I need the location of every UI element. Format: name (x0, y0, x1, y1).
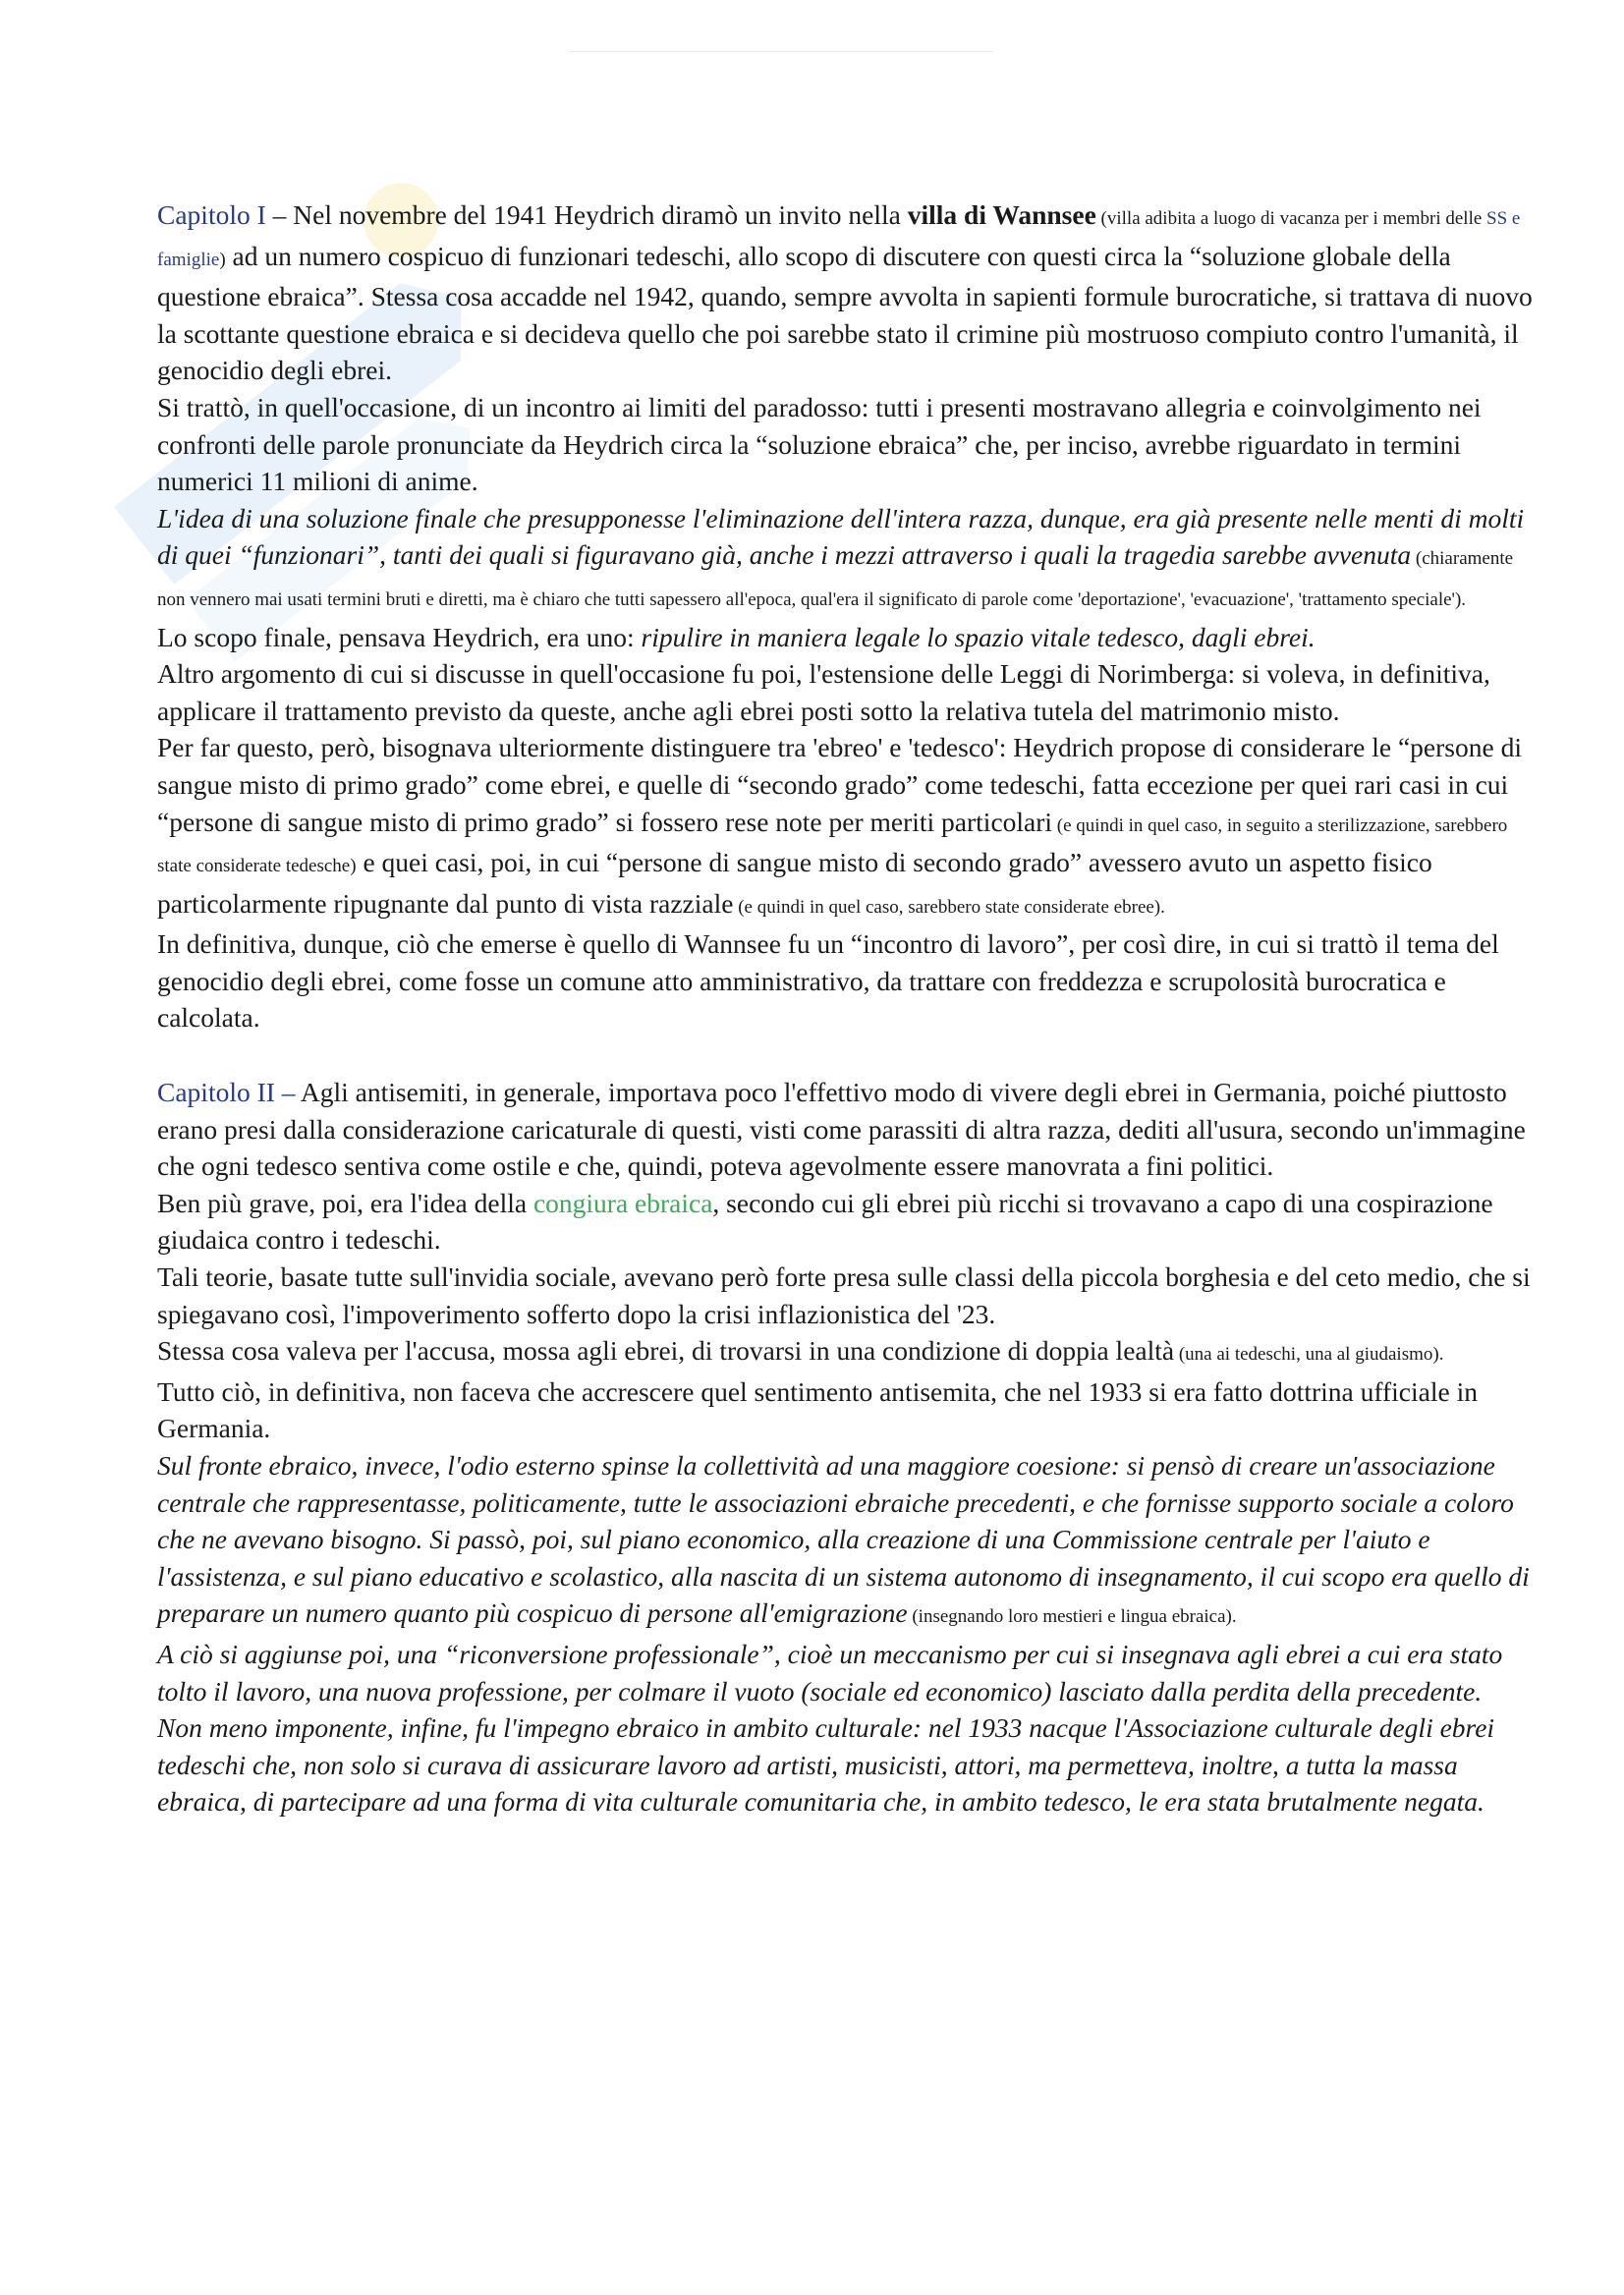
chapter2-paragraph-2: Ben più grave, poi, era l'idea della congiura ebraica, secondo cui gli ebrei più ricchi si trovavano a capo di una cospirazione giudaica contro i tedeschi. (157, 1187, 1493, 1256)
chapter2-label: Capitolo II – (157, 1077, 296, 1108)
chapter2-paragraph-7: A ciò si aggiunse poi, una “riconversione professionale”, cioè un meccanismo per cui si insegnava agli ebrei a cui era stato tolto il lavoro, una nuova professione, per colmare il vuoto (sociale ed economico) lasciato dalla perdita della precedente. (157, 1638, 1503, 1707)
chapter2-paragraph-5: Tutto ciò, in definitiva, non faceva che accrescere quel sentimento antisemita, che nel 1933 si era fatto dottrina ufficiale in Germania. (157, 1375, 1478, 1444)
chapter2-paragraph-6: Sul fronte ebraico, invece, l'odio esterno spinse la collettività ad una maggiore coesione: si pensò di creare un'associazione centrale che rappresentasse, politicamente, tutte le associazioni ebraiche precedenti, e che fornisse supporto sociale a coloro che ne avevano bisogno. Si passò, poi, sul piano economico, alla creazione di una Commissione centrale per l'aiuto e l'assistenza, e sul piano educativo e scolastico, alla nascita di un sistema autonomo di insegnamento, il cui scopo era quello di preparare un numero quanto più cospicuo di persone all'emigrazione (insegnando loro mestieri e lingua ebraica). (157, 1450, 1530, 1629)
chapter1-paragraph-5: Altro argomento di cui si discusse in quell'occasione fu poi, l'estensione delle Leggi di Norimberga: si voleva, in definitiva, applicare il trattamento previsto da queste, anche agli ebrei posti sotto la relativa tutela del matrimonio misto. (157, 658, 1490, 726)
chapter1-paragraph-4: Lo scopo finale, pensava Heydrich, era uno: ripulire in maniera legale lo spazio vitale tedesco, dagli ebrei. (157, 621, 1316, 652)
section-gap (157, 1036, 1533, 1074)
chapter1-paragraph-7: In definitiva, dunque, ciò che emerse è quello di Wannsee fu un “incontro di lavoro”, per così dire, in cui si trattò il tema del genocidio degli ebrei, come fosse un comune atto amministrativo, da trattare con freddezza e scrupolosità burocratica e calcolata. (157, 928, 1499, 1034)
document-body (157, 196, 1533, 1820)
header-rule (570, 51, 992, 52)
chapter2-paragraph-8: Non meno imponente, infine, fu l'impegno ebraico in ambito culturale: nel 1933 nacque l'Associazione culturale degli ebrei tedeschi che, non solo si curava di assicurare lavoro ad artisti, musicisti, attori, ma permetteva, inoltre, a tutta la massa ebraica, di partecipare ad una forma di vita culturale comunitaria che, in ambito tedesco, le era stata brutalmente negata. (157, 1712, 1495, 1818)
chapter2-paragraph-4: Stessa cosa valeva per l'accusa, mossa agli ebrei, di trovarsi in una condizione di doppia lealtà (una ai tedeschi, una al giudaismo). (157, 1335, 1444, 1367)
villa-wannsee: villa di Wannsee (907, 199, 1096, 230)
chapter2-paragraph-3: Tali teorie, basate tutte sull'invidia sociale, avevano però forte presa sulle classi della piccola borghesia e del ceto medio, che si spiegavano così, l'impoverimento sofferto dopo la crisi inflazionistica del '23. (157, 1261, 1531, 1329)
chapter1-label: Capitolo I (157, 199, 266, 230)
congiura-ebraica-highlight: congiura ebraica (532, 1187, 713, 1218)
chapter2-paragraph-1: Capitolo II – Agli antisemiti, in generale, importava poco l'effettivo modo di vivere degli ebrei in Germania, poiché piuttosto erano presi dalla considerazione caricaturale di questi, visti come parassiti di altra razza, dediti all'usura, secondo un'immagine che ogni tedesco sentiva come ostile e che, quindi, poteva agevolmente essere manovrata a fini politici. (157, 1077, 1526, 1182)
chapter1-paragraph-2: Si trattò, in quell'occasione, di un incontro ai limiti del paradosso: tutti i presenti mostravano allegria e coinvolgimento nei confronti delle parole pronunciate da Heydrich circa la “soluzione ebraica” che, per inciso, avrebbe riguardato in termini numerici 11 milioni di anime. (157, 391, 1482, 497)
chapter1-paragraph-6: Per far questo, però, bisognava ulteriormente distinguere tra 'ebreo' e 'tedesco': Heydrich propose di considerare le “persone di sangue misto di primo grado” come ebrei, e quelle di “secondo grado” come tedeschi, fatta eccezione per quei rari casi in cui “persone di sangue misto di primo grado” si fossero rese note per meriti particolari (e quindi in quel caso, in seguito a sterilizzazione, sarebbero state considerate tedesche) e quei casi, poi, in cui “persone di sangue misto di secondo grado” avessero avuto un aspetto fisico particolarmente ripugnante dal punto di vista razziale (e quindi in quel caso, sarebbero state considerate ebree). (157, 732, 1522, 919)
chapter1-paragraph-1: Capitolo I – Nel novembre del 1941 Heydrich diramò un invito nella villa di Wannsee (villa adibita a luogo di vacanza per i membri delle SS e famiglie) ad un numero cospicuo di funzionari tedeschi, allo scopo di discutere con questi circa la “soluzione globale della questione ebraica”. Stessa cosa accadde nel 1942, quando, sempre avvolta in sapienti formule burocratiche, si trattava di nuovo la scottante questione ebraica e si decideva quello che poi sarebbe stato il crimine più mostruoso compiuto contro l'umanità, il genocidio degli ebrei. (157, 199, 1533, 386)
chapter1-paragraph-3: L'idea di una soluzione finale che presupponesse l'eliminazione dell'intera razza, dunque, era già presente nelle menti di molti di quei “funzionari”, tanti dei quali si figuravano già, anche i mezzi attraverso i quali la tragedia sarebbe avvenuta (chiaramente non vennero mai usati termini bruti e diretti, ma è chiaro che tutti sapessero all'epoca, qual'era il significato di parole come 'deportazione', 'evacuazione', 'trattamento speciale'). (157, 502, 1525, 610)
